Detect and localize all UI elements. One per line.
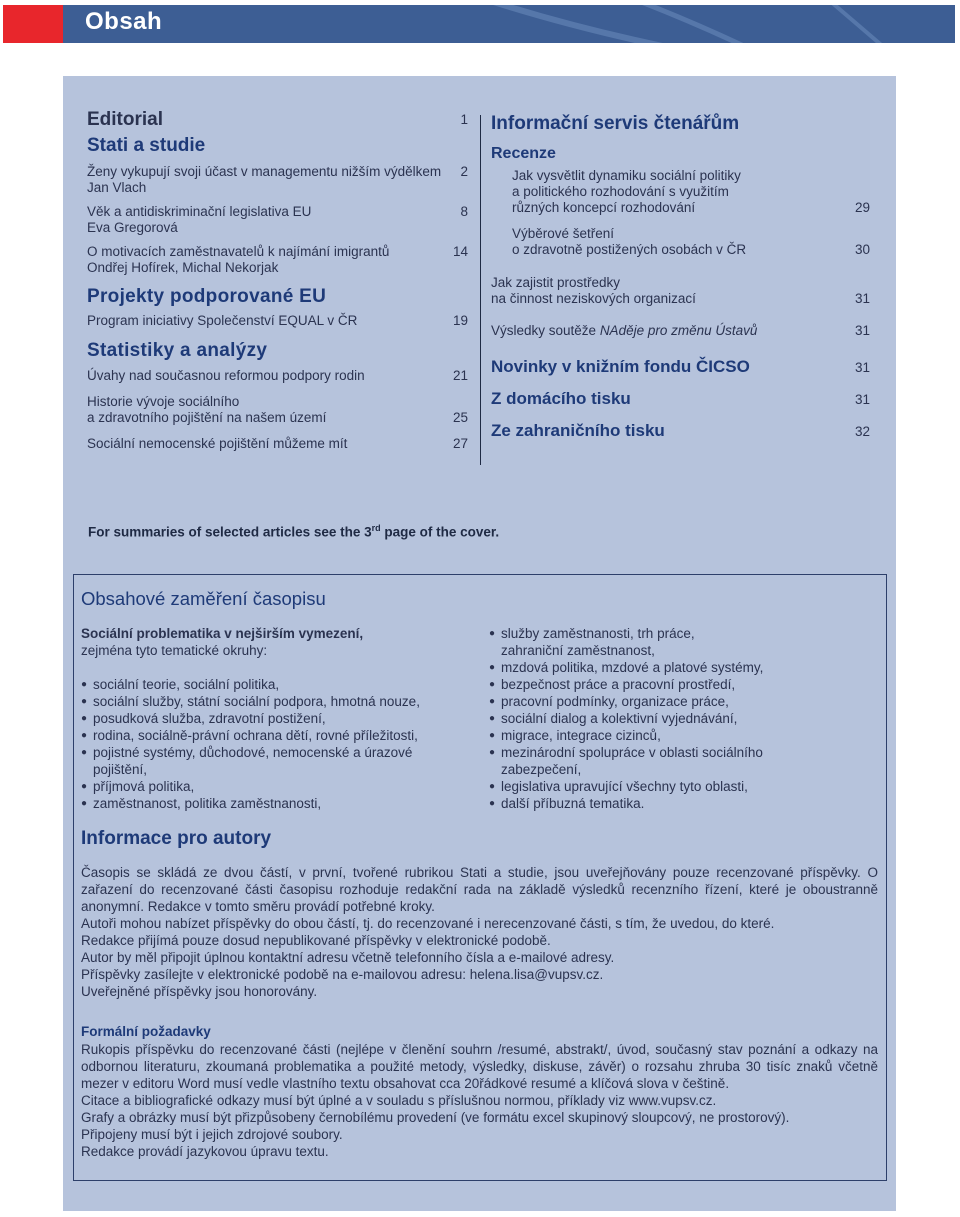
toc-review-2-line1: Výběrové šetření bbox=[512, 226, 615, 241]
focus-left-column bbox=[81, 625, 461, 812]
focus-intro: zejména tyto tematické okruhy: bbox=[81, 643, 268, 658]
toc-article-1-author: Jan Vlach bbox=[87, 180, 147, 195]
toc-article-3-author: Ondřej Hofírek, Michal Nekorjak bbox=[87, 260, 279, 275]
focus-left-item: ● sociální teorie, sociální politika, bbox=[81, 676, 461, 693]
toc-review-2-line2: o zdravotně postižených osobách v ČR bbox=[512, 242, 747, 257]
toc-section-statistiky: Statistiky a analýzy bbox=[87, 340, 268, 361]
toc-domaci-page: 31 bbox=[854, 392, 870, 407]
toc-article-7[interactable] bbox=[87, 436, 471, 452]
toc-zahranicni[interactable] bbox=[491, 423, 873, 440]
focus-right-item: ● pracovní podmínky, organizace práce, bbox=[489, 693, 879, 710]
authors-paragraph: Autoři mohou nabízet příspěvky do obou částí, tj. do recenzované i nerecenzované části, s tím, že uvedou, do které. bbox=[81, 916, 775, 931]
toc-article-3-title: O motivacích zaměstnavatelů k najímání imigrantů bbox=[87, 244, 390, 259]
toc-item-prostredky-line1: Jak zajistit prostředky bbox=[491, 275, 621, 290]
summary-note-end: page of the cover. bbox=[380, 524, 500, 540]
header-bar bbox=[3, 5, 955, 43]
toc-column-divider bbox=[480, 115, 481, 465]
toc-domaci[interactable] bbox=[491, 391, 873, 408]
toc-article-2-author: Eva Gregorová bbox=[87, 220, 178, 235]
toc-review-1[interactable] bbox=[491, 168, 873, 216]
formal-paragraph: Redakce provádí jazykovou úpravu textu. bbox=[81, 1144, 329, 1159]
toc-article-4[interactable] bbox=[87, 313, 471, 329]
focus-right-item: ● sociální dialog a kolektivní vyjednávání, bbox=[489, 710, 879, 727]
toc-article-7-page: 27 bbox=[452, 436, 468, 451]
toc-article-6-page: 25 bbox=[452, 410, 468, 425]
toc-item-prostredky-line2: na činnost neziskových organizací bbox=[491, 291, 696, 306]
toc-article-1-page: 2 bbox=[460, 164, 468, 179]
toc-item-prostredky[interactable] bbox=[491, 275, 873, 307]
authors-paragraph: Příspěvky zasílejte v elektronické podobě na e-mailovou adresu: helena.lisa@vupsv.cz. bbox=[81, 967, 604, 982]
toc-article-7-title: Sociální nemocenské pojištění můžeme mít bbox=[87, 436, 348, 451]
toc-zahranicni-title: Ze zahraničního tisku bbox=[491, 421, 665, 440]
header-blue-band bbox=[63, 5, 955, 43]
focus-right-item: ● migrace, integrace cizinců, bbox=[489, 727, 879, 744]
toc-article-3[interactable] bbox=[87, 244, 471, 276]
focus-title: Obsahové zaměření časopisu bbox=[81, 588, 326, 609]
focus-right-item: ● legislativa upravující všechny tyto oblasti, bbox=[489, 778, 879, 795]
header-red-block bbox=[3, 5, 63, 43]
toc-article-5[interactable] bbox=[87, 368, 471, 384]
toc-article-3-page: 14 bbox=[452, 244, 468, 259]
toc-article-6[interactable] bbox=[87, 394, 471, 426]
toc-editorial-title: Editorial bbox=[87, 109, 164, 130]
toc-section-stati: Stati a studie bbox=[87, 135, 206, 156]
toc-editorial[interactable] bbox=[87, 109, 471, 130]
toc-article-1-title: Ženy vykupují svoji účast v managementu nižším výdělkem bbox=[87, 164, 442, 179]
focus-right-item: ● mzdová politika, mzdové a platové systémy, bbox=[489, 659, 879, 676]
header-decoration bbox=[63, 5, 955, 43]
toc-article-5-title: Úvahy nad současnou reformou podpory rodin bbox=[87, 368, 365, 383]
toc-article-2-page: 8 bbox=[460, 204, 468, 219]
authors-paragraph: Autor by měl připojit úplnou kontaktní adresu včetně telefonního čísla a e-mailové adresy. bbox=[81, 950, 615, 965]
focus-right-item: ● bezpečnost práce a pracovní prostředí, bbox=[489, 676, 879, 693]
toc-novinky-page: 31 bbox=[854, 360, 870, 375]
toc-zahranicni-page: 32 bbox=[854, 424, 870, 439]
toc-item-soutez-text: Výsledky soutěže bbox=[491, 323, 600, 338]
authors-text bbox=[81, 864, 878, 1000]
toc-article-2[interactable] bbox=[87, 204, 471, 236]
focus-left-item: ● posudková služba, zdravotní postižení, bbox=[81, 710, 461, 727]
focus-left-item: ● zaměstnanost, politika zaměstnanosti, bbox=[81, 795, 461, 812]
focus-left-item: ● sociální služby, státní sociální podpora, hmotná nouze, bbox=[81, 693, 461, 710]
toc-item-prostredky-page: 31 bbox=[854, 291, 870, 306]
focus-intro-bold: Sociální problematika v nejširším vymezení, bbox=[81, 626, 364, 641]
focus-right-item: ● další příbuzná tematika. bbox=[489, 795, 879, 812]
toc-subsection-recenze: Recenze bbox=[491, 145, 556, 162]
formal-title: Formální požadavky bbox=[81, 1024, 211, 1039]
toc-item-soutez-italic: NAděje pro změnu Ústavů bbox=[599, 323, 758, 338]
summary-note bbox=[88, 523, 499, 540]
toc-article-4-title: Program iniciativy Společenství EQUAL v ČR bbox=[87, 313, 358, 328]
toc-article-1[interactable] bbox=[87, 164, 471, 196]
toc-item-soutez-page: 31 bbox=[854, 323, 870, 338]
toc-article-6-line1: Historie vývoje sociálního bbox=[87, 394, 240, 409]
toc-section-servis: Informační servis čtenářům bbox=[491, 113, 740, 134]
toc-article-5-page: 21 bbox=[452, 368, 468, 383]
toc-review-2[interactable] bbox=[491, 226, 873, 258]
summary-note-text: For summaries of selected articles see the 3 bbox=[88, 524, 372, 540]
formal-paragraph: Připojeny musí být i jejich zdrojové soubory. bbox=[81, 1127, 343, 1142]
formal-paragraph: Grafy a obrázky musí být přizpůsobeny černobílému provedení (ve formátu excel skupinový sloupcový, ne prostorový). bbox=[81, 1110, 790, 1125]
focus-left-item: ● rodina, sociálně-právní ochrana dětí, rovné příležitosti, bbox=[81, 727, 461, 744]
authors-paragraph: Časopis se skládá ze dvou částí, v první, tvořené rubrikou Stati a studie, jsou uveřejňovány pouze recenzované příspěvky. O zařazení do recenzované části časopisu rozhoduje redakční rada na základě výsledků recenzního řízení, které je oboustranně anonymní. Redakce v tomto směru provádí potřebné kroky. bbox=[81, 865, 878, 914]
toc-editorial-page: 1 bbox=[460, 112, 468, 127]
toc-review-1-line2: a politického rozhodování s využitím bbox=[512, 184, 729, 199]
formal-paragraph: Rukopis příspěvku do recenzované části (nejlépe v členění souhrn /resumé, abstrakt/, úvod, současný stav poznání a odkazy na odbornou literaturu, zkoumaná problematika a použité metody, výsledky, diskuse, závěr) o rozsahu zhruba 30 tisíc znaků včetně mezer v editoru Word musí vedle vlastního textu obsahovat cca 20řádkové resumé a klíčová slova v češtině. bbox=[81, 1042, 878, 1091]
formal-paragraph: Citace a bibliografické odkazy musí být úplné a v souladu s příslušnou normou, příklady viz www.vupsv.cz. bbox=[81, 1093, 717, 1108]
toc-item-soutez[interactable] bbox=[491, 323, 873, 339]
toc-left-column bbox=[87, 109, 471, 452]
toc-section-projekty: Projekty podporované EU bbox=[87, 286, 327, 307]
toc-review-1-line1: Jak vysvětlit dynamiku sociální politiky bbox=[512, 168, 741, 183]
page-title: Obsah bbox=[85, 8, 163, 35]
toc-review-1-line3: různých koncepcí rozhodování bbox=[512, 200, 696, 215]
authors-paragraph: Uveřejněné příspěvky jsou honorovány. bbox=[81, 984, 318, 999]
toc-article-4-page: 19 bbox=[452, 313, 468, 328]
summary-note-sup: rd bbox=[371, 523, 381, 533]
focus-right-item: ● služby zaměstnanosti, trh práce, zahraniční zaměstnanost, bbox=[489, 625, 721, 659]
toc-domaci-title: Z domácího tisku bbox=[491, 389, 631, 408]
toc-novinky[interactable] bbox=[491, 359, 873, 376]
focus-right-item: ● mezinárodní spolupráce v oblasti sociálního zabezpečení, bbox=[489, 744, 791, 778]
formal-text bbox=[81, 1041, 878, 1160]
toc-article-2-title: Věk a antidiskriminační legislativa EU bbox=[87, 204, 312, 219]
toc-article-6-line2: a zdravotního pojištění na našem území bbox=[87, 410, 327, 425]
toc-review-1-page: 29 bbox=[854, 200, 870, 215]
toc-right-column bbox=[491, 112, 873, 440]
focus-left-item: ● pojistné systémy, důchodové, nemocenské a úrazové pojištění, bbox=[81, 744, 423, 778]
toc-review-2-page: 30 bbox=[854, 242, 870, 257]
focus-right-column bbox=[489, 625, 879, 812]
focus-left-item: ● příjmová politika, bbox=[81, 778, 461, 795]
toc-novinky-title: Novinky v knižním fondu ČICSO bbox=[491, 357, 750, 376]
authors-title: Informace pro autory bbox=[81, 828, 272, 849]
authors-paragraph: Redakce přijímá pouze dosud nepublikované příspěvky v elektronické podobě. bbox=[81, 933, 551, 948]
